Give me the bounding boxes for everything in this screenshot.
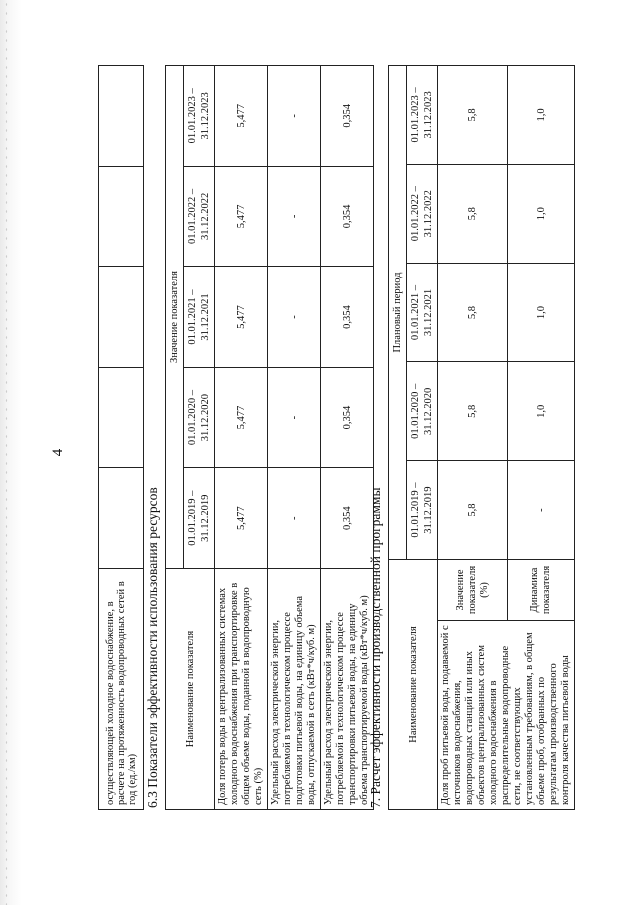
table-cell [99,66,144,167]
row-name: Удельный расход электрической энергии, потребляемой в технологическом процессе подготовки питьевой воды, на единицу объема воды, отпускаемой в сеть (кВт*ч/куб. м) [268,569,321,810]
row-value: 1,0 [508,164,575,263]
row-value: 5,8 [438,362,508,461]
continued-table [98,65,144,810]
header-period: 01.01.2023 – 31.12.2023 [184,66,215,167]
page-number: 4 [50,448,66,457]
header-period: 01.01.2021 – 31.12.2021 [184,267,215,368]
row-value: 0,354 [321,367,374,468]
row-value: 5,477 [215,166,268,267]
row-name: Удельный расход электрической энергии, потребляемой в технологическом процессе транспортировки питьевой воды, на единицу объема транспортируемой воды (кВт*ч/куб. м) [321,569,374,810]
row-value: 5,8 [438,164,508,263]
row-value: 5,477 [215,267,268,368]
sub-row-label: Значение показателя (%) [438,560,508,621]
table-row [321,66,374,810]
sub-row-label: Динамика показателя [508,560,575,621]
row-value: 1,0 [508,362,575,461]
row-value: - [508,461,575,560]
row-value: - [268,367,321,468]
header-period: 01.01.2019 – 31.12.2019 [407,461,438,560]
row-value: - [268,66,321,167]
table-cell [99,166,144,267]
section-7-title: 7. Расчет эффективности производственной программы [368,487,383,808]
table-header-row [389,66,407,810]
header-period: 01.01.2021 – 31.12.2021 [407,263,438,362]
table-row [438,66,508,810]
row-value: 5,477 [215,468,268,569]
header-period: 01.01.2023 – 31.12.2023 [407,66,438,165]
table-cell [99,468,144,569]
header-period: 01.01.2022 – 31.12.2022 [184,166,215,267]
table-cell-name: осуществляющей холодное водоснабжение, в расчете на протяженность водопроводных сетей в год (ед./км) [99,569,144,810]
row-value: 5,8 [438,263,508,362]
table-row [215,66,268,810]
row-value: 5,477 [215,367,268,468]
header-indicator-name: Наименование показателя [389,560,438,810]
resource-efficiency-table [165,65,374,810]
section-6-3-title: 6.3 Показатели эффективности использования ресурсов [145,487,160,808]
table-cell [99,267,144,368]
header-period: 01.01.2019 – 31.12.2019 [184,468,215,569]
row-value: 0,354 [321,66,374,167]
table-cell [99,367,144,468]
row-value: - [268,166,321,267]
row-value: 5,477 [215,66,268,167]
row-value: 0,354 [321,166,374,267]
table-row [99,66,144,810]
header-period: 01.01.2022 – 31.12.2022 [407,164,438,263]
row-value: 0,354 [321,468,374,569]
row-value: - [268,267,321,368]
indicator-name: Доля проб питьевой воды, подаваемой с источников водоснабжения, водопроводных станций или иных объектов централизованных систем холодного водоснабжения в распределительные водопроводные сети, не соответствующих установленным требованиям, в общем объеме проб, отобранных по результатам производственного контроля качества питьевой воды [438,621,575,810]
row-value: - [268,468,321,569]
header-planned-period: Плановый период [389,66,407,560]
header-indicator-value: Значение показателя [166,66,184,569]
header-period: 01.01.2020 – 31.12.2020 [184,367,215,468]
row-name: Доля потерь воды в централизованных системах холодного водоснабжения при транспортировке в общем объеме воды, поданной в водопроводную сеть (%) [215,569,268,810]
program-efficiency-table [388,65,575,810]
row-value: 1,0 [508,66,575,165]
table-header-row [166,66,184,810]
header-indicator-name: Наименование показателя [166,569,215,810]
table-row [268,66,321,810]
row-value: 1,0 [508,263,575,362]
row-value: 0,354 [321,267,374,368]
row-value: 5,8 [438,66,508,165]
header-period: 01.01.2020 – 31.12.2020 [407,362,438,461]
row-value: 5,8 [438,461,508,560]
